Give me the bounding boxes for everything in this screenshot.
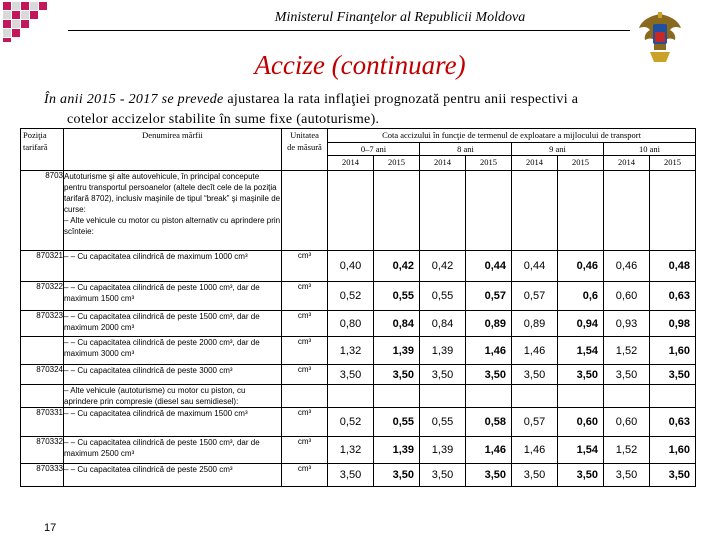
rate-value: 1,46 (466, 437, 512, 464)
row-desc: – – Cu capacitatea cilindrică de peste 3000 cm³ (64, 365, 282, 385)
rate-value: 0,57 (466, 282, 512, 311)
empty-cell (282, 171, 328, 251)
rate-value: 1,39 (420, 437, 466, 464)
empty-cell (466, 171, 512, 251)
rate-value: 0,52 (328, 282, 374, 311)
table-row (21, 365, 696, 385)
empty-cell (21, 385, 64, 408)
empty-cell (328, 385, 374, 408)
rate-value: 3,50 (650, 464, 696, 487)
rate-value: 0,58 (466, 408, 512, 437)
rate-value: 0,52 (328, 408, 374, 437)
rate-value: 0,44 (466, 251, 512, 282)
rate-value: 1,60 (650, 337, 696, 365)
rate-value: 0,40 (328, 251, 374, 282)
rate-value: 0,42 (374, 251, 420, 282)
table-row (21, 408, 696, 437)
year-2015: 2015 (650, 156, 696, 171)
rate-value: 0,98 (650, 311, 696, 337)
rate-value: 1,39 (374, 337, 420, 365)
row-code: 870323 (21, 311, 64, 337)
rate-value: 0,89 (512, 311, 558, 337)
header-unit: Unitatea de măsură (282, 129, 328, 171)
empty-cell (558, 171, 604, 251)
rate-value: 0,60 (604, 282, 650, 311)
rate-value: 3,50 (420, 365, 466, 385)
header-desc: Denumirea mărfii (64, 129, 282, 171)
rate-value: 0,89 (466, 311, 512, 337)
row-code: 870324 (21, 365, 64, 385)
rate-value: 3,50 (466, 365, 512, 385)
empty-cell (328, 171, 374, 251)
row-code: 870321 (21, 251, 64, 282)
row-code: 870331 (21, 408, 64, 437)
rate-value: 0,55 (374, 282, 420, 311)
rate-value: 1,52 (604, 337, 650, 365)
age-group-0: 0–7 ani (328, 143, 420, 156)
rate-value: 0,60 (604, 408, 650, 437)
header-code: Poziţia tarifară (21, 129, 64, 171)
section-row (21, 171, 696, 251)
empty-cell (650, 171, 696, 251)
row-unit: cm³ (282, 365, 328, 385)
rate-value: 3,50 (604, 365, 650, 385)
rate-value: 0,55 (374, 408, 420, 437)
rate-value: 1,39 (374, 437, 420, 464)
rate-value: 1,54 (558, 437, 604, 464)
page-number: 17 (44, 522, 57, 534)
section-code: 8703 (21, 171, 64, 251)
empty-cell (420, 171, 466, 251)
rate-value: 0,6 (558, 282, 604, 311)
rate-value: 1,46 (512, 437, 558, 464)
rate-value: 1,39 (420, 337, 466, 365)
rate-value: 3,50 (328, 365, 374, 385)
rate-value: 0,80 (328, 311, 374, 337)
rate-value: 0,57 (512, 408, 558, 437)
excise-table (20, 128, 696, 487)
empty-cell (650, 385, 696, 408)
empty-cell (512, 385, 558, 408)
rate-value: 0,63 (650, 282, 696, 311)
table-row (21, 311, 696, 337)
rate-value: 0,55 (420, 282, 466, 311)
intro-line2: cotelor accizelor stabilite în sume fixe (autoturisme). (67, 112, 380, 127)
row-code (21, 337, 64, 365)
table-row (21, 464, 696, 487)
empty-cell (466, 385, 512, 408)
section-text: – Alte vehicule (autoturisme) cu motor cu piston, cu aprindere prin compresie (diesel sau semidiesel): (64, 385, 282, 408)
rate-value: 3,50 (558, 365, 604, 385)
rate-value: 0,60 (558, 408, 604, 437)
empty-cell (374, 385, 420, 408)
year-2015: 2015 (558, 156, 604, 171)
table-row (21, 437, 696, 464)
rate-value: 3,50 (558, 464, 604, 487)
row-code: 870322 (21, 282, 64, 311)
row-desc: – – Cu capacitatea cilindrică de maximum 1500 cm³ (64, 408, 282, 437)
rate-value: 1,60 (650, 437, 696, 464)
ministry-header: Ministerul Finanţelor al Republicii Moldova (274, 10, 526, 25)
table-row (21, 282, 696, 311)
table-row (21, 337, 696, 365)
section-text: Autoturisme şi alte autovehicule, în principal concepute pentru transportul persoanelor (altele decît cele de la poziţia tarifară 8702), inclusiv maşinile de tipul “break” şi maşinile de curse: – Alte vehicule cu motor cu piston alternativ cu aprindere prin scînteie: (64, 171, 282, 251)
year-2015: 2015 (374, 156, 420, 171)
rate-value: 3,50 (420, 464, 466, 487)
empty-cell (558, 385, 604, 408)
row-desc: – – Cu capacitatea cilindrică de peste 2500 cm³ (64, 464, 282, 487)
rate-value: 3,50 (604, 464, 650, 487)
intro-part1: În anii 2015 - 2017 se prevede (44, 92, 224, 107)
rate-value: 3,50 (512, 365, 558, 385)
year-2014: 2014 (512, 156, 558, 171)
row-unit: cm³ (282, 437, 328, 464)
year-2014: 2014 (604, 156, 650, 171)
rate-value: 0,46 (604, 251, 650, 282)
page-title: Accize (continuare) (254, 50, 466, 80)
intro-part2: ajustarea la rata inflaţiei prognozată pentru anii respectivi a (227, 92, 579, 107)
header-rate: Cota accizului în funcţie de termenul de exploatare a mijlocului de transport (328, 129, 696, 143)
rate-value: 1,54 (558, 337, 604, 365)
row-code: 870333 (21, 464, 64, 487)
rate-value: 3,50 (328, 464, 374, 487)
row-desc: – – Cu capacitatea cilindrică de peste 1000 cm³, dar de maximum 1500 cm³ (64, 282, 282, 311)
row-desc: – – Cu capacitatea cilindrică de peste 2000 cm³, dar de maximum 3000 cm³ (64, 337, 282, 365)
rate-value: 0,63 (650, 408, 696, 437)
year-2015: 2015 (466, 156, 512, 171)
rate-value: 3,50 (512, 464, 558, 487)
rate-value: 0,44 (512, 251, 558, 282)
rate-value: 3,50 (374, 365, 420, 385)
empty-cell (282, 385, 328, 408)
empty-cell (604, 385, 650, 408)
rate-value: 0,93 (604, 311, 650, 337)
empty-cell (604, 171, 650, 251)
row-unit: cm³ (282, 408, 328, 437)
year-2014: 2014 (420, 156, 466, 171)
empty-cell (420, 385, 466, 408)
rate-value: 1,32 (328, 337, 374, 365)
intro-paragraph (44, 90, 692, 130)
rate-value: 0,84 (420, 311, 466, 337)
age-group-3: 10 ani (604, 143, 696, 156)
age-group-1: 8 ani (420, 143, 512, 156)
rate-value: 0,57 (512, 282, 558, 311)
empty-cell (374, 171, 420, 251)
row-unit: cm³ (282, 282, 328, 311)
rate-value: 3,50 (374, 464, 420, 487)
section-row (21, 385, 696, 408)
row-desc: – – Cu capacitatea cilindrică de peste 1500 cm³, dar de maximum 2500 cm³ (64, 437, 282, 464)
row-desc: – – Cu capacitatea cilindrică de peste 1500 cm³, dar de maximum 2000 cm³ (64, 311, 282, 337)
header-rule (68, 30, 630, 31)
rate-value: 0,84 (374, 311, 420, 337)
row-unit: cm³ (282, 337, 328, 365)
row-unit: cm³ (282, 311, 328, 337)
rate-value: 0,94 (558, 311, 604, 337)
row-code: 870332 (21, 437, 64, 464)
row-unit: cm³ (282, 251, 328, 282)
year-2014: 2014 (328, 156, 374, 171)
rate-value: 0,48 (650, 251, 696, 282)
table-row (21, 251, 696, 282)
rate-value: 0,55 (420, 408, 466, 437)
rate-value: 1,46 (466, 337, 512, 365)
rate-value: 0,42 (420, 251, 466, 282)
rate-value: 1,46 (512, 337, 558, 365)
rate-value: 3,50 (466, 464, 512, 487)
rate-value: 0,46 (558, 251, 604, 282)
row-desc: – – Cu capacitatea cilindrică de maximum 1000 cm³ (64, 251, 282, 282)
rate-value: 1,32 (328, 437, 374, 464)
row-unit: cm³ (282, 464, 328, 487)
rate-value: 3,50 (650, 365, 696, 385)
rate-value: 1,52 (604, 437, 650, 464)
age-group-2: 9 ani (512, 143, 604, 156)
empty-cell (512, 171, 558, 251)
